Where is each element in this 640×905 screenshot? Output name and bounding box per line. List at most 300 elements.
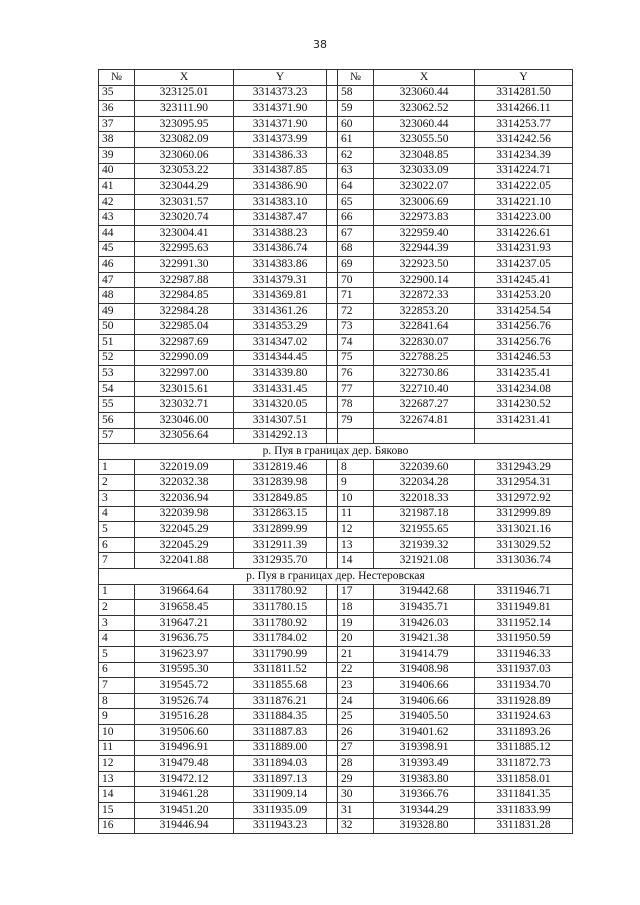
point-number: 26 xyxy=(338,724,374,740)
y-coordinate: 3314388.23 xyxy=(234,225,327,241)
table-row xyxy=(99,335,573,351)
point-number: 59 xyxy=(338,101,374,117)
point-number: 5 xyxy=(99,646,135,662)
gap-cell xyxy=(327,163,338,179)
gap-cell xyxy=(327,756,338,772)
x-coordinate: 323095.95 xyxy=(135,116,234,132)
x-coordinate: 323055.50 xyxy=(374,132,475,148)
section-title-row xyxy=(99,444,573,460)
table-row xyxy=(99,787,573,803)
y-coordinate: 3311937.03 xyxy=(475,662,573,678)
point-number: 48 xyxy=(99,288,135,304)
gap-cell xyxy=(327,210,338,226)
y-coordinate: 3314386.90 xyxy=(234,179,327,195)
y-coordinate: 3312819.46 xyxy=(234,459,327,475)
y-coordinate: 3311924.63 xyxy=(475,709,573,725)
x-coordinate: 322984.28 xyxy=(135,303,234,319)
x-coordinate: 322944.39 xyxy=(374,241,475,257)
table-row xyxy=(99,709,573,725)
point-number: 73 xyxy=(338,319,374,335)
y-coordinate: 3311928.89 xyxy=(475,693,573,709)
y-coordinate: 3314231.41 xyxy=(475,413,573,429)
x-coordinate: 322841.64 xyxy=(374,319,475,335)
y-coordinate: 3314353.29 xyxy=(234,319,327,335)
table-row xyxy=(99,319,573,335)
table-row xyxy=(99,724,573,740)
table-row xyxy=(99,225,573,241)
point-number: 7 xyxy=(99,553,135,569)
table-row xyxy=(99,257,573,273)
point-number: 47 xyxy=(99,272,135,288)
y-coordinate: 3312954.31 xyxy=(475,475,573,491)
gap-cell xyxy=(327,584,338,600)
point-number: 22 xyxy=(338,662,374,678)
x-coordinate: 322987.69 xyxy=(135,335,234,351)
point-number: 37 xyxy=(99,116,135,132)
x-coordinate: 319451.20 xyxy=(135,802,234,818)
point-number: 57 xyxy=(99,428,135,444)
gap-cell xyxy=(327,522,338,538)
table-row xyxy=(99,288,573,304)
y-coordinate: 3312849.85 xyxy=(234,491,327,507)
point-number: 1 xyxy=(99,459,135,475)
x-coordinate: 319595.30 xyxy=(135,662,234,678)
gap-cell xyxy=(327,241,338,257)
gap-cell xyxy=(327,350,338,366)
gap-cell xyxy=(327,475,338,491)
y-coordinate: 3311946.71 xyxy=(475,584,573,600)
y-coordinate: 3311833.99 xyxy=(475,802,573,818)
y-coordinate: 3311780.15 xyxy=(234,600,327,616)
point-number: 75 xyxy=(338,350,374,366)
point-number: 29 xyxy=(338,771,374,787)
y-coordinate: 3314383.10 xyxy=(234,194,327,210)
y-coordinate: 3311950.59 xyxy=(475,631,573,647)
gap-cell xyxy=(327,272,338,288)
y-coordinate: 3311858.01 xyxy=(475,771,573,787)
gap-cell xyxy=(327,771,338,787)
x-coordinate: 323004.41 xyxy=(135,225,234,241)
table-row xyxy=(99,413,573,429)
point-number: 24 xyxy=(338,693,374,709)
gap-cell xyxy=(327,662,338,678)
x-coordinate: 323006.69 xyxy=(374,194,475,210)
y-coordinate: 3314222.05 xyxy=(475,179,573,195)
gap-cell xyxy=(327,225,338,241)
point-number: 79 xyxy=(338,413,374,429)
header-number: № xyxy=(338,70,374,86)
point-number: 65 xyxy=(338,194,374,210)
y-coordinate: 3312863.15 xyxy=(234,506,327,522)
gap-cell xyxy=(327,428,338,444)
y-coordinate: 3314256.76 xyxy=(475,335,573,351)
x-coordinate: 319479.48 xyxy=(135,756,234,772)
table-row xyxy=(99,678,573,694)
point-number: 41 xyxy=(99,179,135,195)
table-row xyxy=(99,381,573,397)
point-number: 31 xyxy=(338,802,374,818)
point-number: 78 xyxy=(338,397,374,413)
section-title: р. Пуя в границах дер. Нестеровская xyxy=(99,569,573,585)
point-number: 49 xyxy=(99,303,135,319)
y-coordinate: 3314242.56 xyxy=(475,132,573,148)
x-coordinate: 319647.21 xyxy=(135,615,234,631)
table-row xyxy=(99,116,573,132)
y-coordinate: 3314253.77 xyxy=(475,116,573,132)
y-coordinate: 3312935.70 xyxy=(234,553,327,569)
point-number: 13 xyxy=(338,537,374,553)
point-number: 43 xyxy=(99,210,135,226)
y-coordinate: 3311855.68 xyxy=(234,678,327,694)
x-coordinate: 321955.65 xyxy=(374,522,475,538)
y-coordinate: 3314256.76 xyxy=(475,319,573,335)
point-number: 6 xyxy=(99,537,135,553)
point-number: 52 xyxy=(99,350,135,366)
point-number: 13 xyxy=(99,771,135,787)
point-number: 62 xyxy=(338,147,374,163)
point-number: 23 xyxy=(338,678,374,694)
point-number: 7 xyxy=(99,678,135,694)
y-coordinate: 3314281.50 xyxy=(475,85,573,101)
section-title: р. Пуя в границах дер. Бяково xyxy=(99,444,573,460)
x-coordinate: 322041.88 xyxy=(135,553,234,569)
x-coordinate: 319405.50 xyxy=(374,709,475,725)
point-number: 67 xyxy=(338,225,374,241)
y-coordinate: 3311872.73 xyxy=(475,756,573,772)
y-coordinate: 3314386.74 xyxy=(234,241,327,257)
point-number: 5 xyxy=(99,522,135,538)
x-coordinate: 319545.72 xyxy=(135,678,234,694)
point-number: 64 xyxy=(338,179,374,195)
x-coordinate: 319664.64 xyxy=(135,584,234,600)
x-coordinate: 322991.30 xyxy=(135,257,234,273)
gap-cell xyxy=(327,459,338,475)
x-coordinate: 322853.20 xyxy=(374,303,475,319)
y-coordinate: 3314373.99 xyxy=(234,132,327,148)
x-coordinate: 323046.00 xyxy=(135,413,234,429)
x-coordinate: 322788.25 xyxy=(374,350,475,366)
y-coordinate: 3314292.13 xyxy=(234,428,327,444)
x-coordinate: 322019.09 xyxy=(135,459,234,475)
point-number: 3 xyxy=(99,615,135,631)
point-number: 9 xyxy=(338,475,374,491)
point-number: 32 xyxy=(338,818,374,834)
gap-cell xyxy=(327,787,338,803)
point-number: 56 xyxy=(99,413,135,429)
point-number: 12 xyxy=(99,756,135,772)
y-coordinate: 3311949.81 xyxy=(475,600,573,616)
x-coordinate: 323020.74 xyxy=(135,210,234,226)
y-coordinate: 3311876.21 xyxy=(234,693,327,709)
table-row xyxy=(99,163,573,179)
y-coordinate: 3311841.35 xyxy=(475,787,573,803)
gap-cell xyxy=(327,101,338,117)
point-number: 8 xyxy=(338,459,374,475)
point-number: 71 xyxy=(338,288,374,304)
y-coordinate: 3311909.14 xyxy=(234,787,327,803)
table-row xyxy=(99,397,573,413)
table-row xyxy=(99,85,573,101)
gap-cell xyxy=(327,693,338,709)
page-number: 38 xyxy=(313,38,327,51)
header-x: X xyxy=(374,70,475,86)
gap-cell xyxy=(327,413,338,429)
gap-cell xyxy=(327,70,338,86)
point-number: 40 xyxy=(99,163,135,179)
x-coordinate: 322973.83 xyxy=(374,210,475,226)
point-number: 11 xyxy=(338,506,374,522)
x-coordinate: 322045.29 xyxy=(135,537,234,553)
point-number: 42 xyxy=(99,194,135,210)
gap-cell xyxy=(327,257,338,273)
y-coordinate: 3314226.61 xyxy=(475,225,573,241)
x-coordinate: 322045.29 xyxy=(135,522,234,538)
y-coordinate: 3313029.52 xyxy=(475,537,573,553)
table-row xyxy=(99,366,573,382)
x-coordinate: 322995.63 xyxy=(135,241,234,257)
point-number: 74 xyxy=(338,335,374,351)
x-coordinate: 322872.33 xyxy=(374,288,475,304)
table-row xyxy=(99,101,573,117)
y-coordinate: 3314307.51 xyxy=(234,413,327,429)
header-x: X xyxy=(135,70,234,86)
y-coordinate: 3312911.39 xyxy=(234,537,327,553)
y-coordinate: 3311780.92 xyxy=(234,584,327,600)
x-coordinate: 322039.98 xyxy=(135,506,234,522)
gap-cell xyxy=(327,179,338,195)
table-row xyxy=(99,210,573,226)
point-number: 16 xyxy=(99,818,135,834)
table-row xyxy=(99,631,573,647)
point-number: 44 xyxy=(99,225,135,241)
x-coordinate: 319383.80 xyxy=(374,771,475,787)
point-number: 3 xyxy=(99,491,135,507)
point-number: 1 xyxy=(99,584,135,600)
y-coordinate: 3314361.26 xyxy=(234,303,327,319)
point-number: 4 xyxy=(99,506,135,522)
x-coordinate: 322687.27 xyxy=(374,397,475,413)
gap-cell xyxy=(327,615,338,631)
x-coordinate: 319328.80 xyxy=(374,818,475,834)
x-coordinate: 319636.75 xyxy=(135,631,234,647)
gap-cell xyxy=(327,802,338,818)
x-coordinate: 323044.29 xyxy=(135,179,234,195)
x-coordinate: 319472.12 xyxy=(135,771,234,787)
y-coordinate: 3314331.45 xyxy=(234,381,327,397)
y-coordinate: 3311934.70 xyxy=(475,678,573,694)
x-coordinate: 322959.40 xyxy=(374,225,475,241)
x-coordinate: 321921.08 xyxy=(374,553,475,569)
y-coordinate: 3311935.09 xyxy=(234,802,327,818)
point-number: 38 xyxy=(99,132,135,148)
x-coordinate: 323022.07 xyxy=(374,179,475,195)
y-coordinate: 3311943.23 xyxy=(234,818,327,834)
point-number: 10 xyxy=(99,724,135,740)
point-number: 50 xyxy=(99,319,135,335)
gap-cell xyxy=(327,506,338,522)
point-number: 2 xyxy=(99,475,135,491)
y-coordinate: 3312999.89 xyxy=(475,506,573,522)
y-coordinate: 3314373.23 xyxy=(234,85,327,101)
gap-cell xyxy=(327,335,338,351)
x-coordinate xyxy=(374,428,475,444)
x-coordinate: 321939.32 xyxy=(374,537,475,553)
table-row xyxy=(99,522,573,538)
point-number: 55 xyxy=(99,397,135,413)
y-coordinate: 3311831.28 xyxy=(475,818,573,834)
table-row xyxy=(99,147,573,163)
x-coordinate: 322985.04 xyxy=(135,319,234,335)
table-row xyxy=(99,615,573,631)
table-row xyxy=(99,459,573,475)
table-row xyxy=(99,350,573,366)
x-coordinate: 319401.62 xyxy=(374,724,475,740)
x-coordinate: 322018.33 xyxy=(374,491,475,507)
y-coordinate: 3314347.02 xyxy=(234,335,327,351)
point-number: 18 xyxy=(338,600,374,616)
y-coordinate: 3314387.47 xyxy=(234,210,327,226)
gap-cell xyxy=(327,724,338,740)
y-coordinate: 3312839.98 xyxy=(234,475,327,491)
x-coordinate: 323031.57 xyxy=(135,194,234,210)
table-row xyxy=(99,241,573,257)
point-number: 8 xyxy=(99,693,135,709)
point-number: 66 xyxy=(338,210,374,226)
y-coordinate: 3314379.31 xyxy=(234,272,327,288)
y-coordinate: 3314224.71 xyxy=(475,163,573,179)
header-number: № xyxy=(99,70,135,86)
table-row xyxy=(99,553,573,569)
y-coordinate: 3314387.85 xyxy=(234,163,327,179)
x-coordinate: 319426.03 xyxy=(374,615,475,631)
point-number: 15 xyxy=(99,802,135,818)
x-coordinate: 319406.66 xyxy=(374,693,475,709)
gap-cell xyxy=(327,397,338,413)
table-row xyxy=(99,491,573,507)
point-number: 14 xyxy=(99,787,135,803)
y-coordinate: 3311811.52 xyxy=(234,662,327,678)
y-coordinate: 3312899.99 xyxy=(234,522,327,538)
x-coordinate: 319421.38 xyxy=(374,631,475,647)
table-row xyxy=(99,179,573,195)
y-coordinate: 3311780.92 xyxy=(234,615,327,631)
x-coordinate: 319442.68 xyxy=(374,584,475,600)
y-coordinate: 3314237.05 xyxy=(475,257,573,273)
table-header-row xyxy=(99,70,573,86)
x-coordinate: 322032.38 xyxy=(135,475,234,491)
point-number: 60 xyxy=(338,116,374,132)
y-coordinate: 3311889.00 xyxy=(234,740,327,756)
point-number: 63 xyxy=(338,163,374,179)
y-coordinate: 3314371.90 xyxy=(234,101,327,117)
point-number: 69 xyxy=(338,257,374,273)
y-coordinate: 3314234.08 xyxy=(475,381,573,397)
point-number: 54 xyxy=(99,381,135,397)
gap-cell xyxy=(327,303,338,319)
point-number: 17 xyxy=(338,584,374,600)
point-number: 10 xyxy=(338,491,374,507)
x-coordinate: 319393.49 xyxy=(374,756,475,772)
coordinates-table xyxy=(98,69,573,834)
point-number: 45 xyxy=(99,241,135,257)
table-row xyxy=(99,646,573,662)
gap-cell xyxy=(327,818,338,834)
x-coordinate: 323056.64 xyxy=(135,428,234,444)
table-row xyxy=(99,537,573,553)
gap-cell xyxy=(327,366,338,382)
y-coordinate: 3314223.00 xyxy=(475,210,573,226)
point-number: 4 xyxy=(99,631,135,647)
y-coordinate: 3312943.29 xyxy=(475,459,573,475)
y-coordinate: 3311897.13 xyxy=(234,771,327,787)
point-number: 19 xyxy=(338,615,374,631)
table-row xyxy=(99,756,573,772)
point-number: 61 xyxy=(338,132,374,148)
x-coordinate: 322674.81 xyxy=(374,413,475,429)
point-number: 11 xyxy=(99,740,135,756)
x-coordinate: 323125.01 xyxy=(135,85,234,101)
gap-cell xyxy=(327,194,338,210)
y-coordinate: 3312972.92 xyxy=(475,491,573,507)
y-coordinate: 3314386.33 xyxy=(234,147,327,163)
header-y: Y xyxy=(475,70,573,86)
y-coordinate: 3314253.20 xyxy=(475,288,573,304)
y-coordinate: 3311887.83 xyxy=(234,724,327,740)
x-coordinate: 322039.60 xyxy=(374,459,475,475)
point-number: 14 xyxy=(338,553,374,569)
gap-cell xyxy=(327,288,338,304)
y-coordinate: 3311884.35 xyxy=(234,709,327,725)
y-coordinate: 3314320.05 xyxy=(234,397,327,413)
x-coordinate: 319496.91 xyxy=(135,740,234,756)
gap-cell xyxy=(327,381,338,397)
table-row xyxy=(99,272,573,288)
y-coordinate: 3314266.11 xyxy=(475,101,573,117)
y-coordinate: 3314221.10 xyxy=(475,194,573,210)
point-number: 27 xyxy=(338,740,374,756)
x-coordinate: 319658.45 xyxy=(135,600,234,616)
y-coordinate: 3314245.41 xyxy=(475,272,573,288)
x-coordinate: 322984.85 xyxy=(135,288,234,304)
point-number: 2 xyxy=(99,600,135,616)
table-row xyxy=(99,802,573,818)
table-row xyxy=(99,428,573,444)
point-number: 9 xyxy=(99,709,135,725)
x-coordinate: 323062.52 xyxy=(374,101,475,117)
table-row xyxy=(99,584,573,600)
table-row xyxy=(99,303,573,319)
y-coordinate: 3314235.41 xyxy=(475,366,573,382)
point-number: 20 xyxy=(338,631,374,647)
x-coordinate: 322830.07 xyxy=(374,335,475,351)
point-number xyxy=(338,428,374,444)
gap-cell xyxy=(327,678,338,694)
gap-cell xyxy=(327,600,338,616)
table-row xyxy=(99,771,573,787)
table-row xyxy=(99,600,573,616)
x-coordinate: 323015.61 xyxy=(135,381,234,397)
gap-cell xyxy=(327,537,338,553)
x-coordinate: 322036.94 xyxy=(135,491,234,507)
x-coordinate: 319446.94 xyxy=(135,818,234,834)
x-coordinate: 322034.28 xyxy=(374,475,475,491)
x-coordinate: 323082.09 xyxy=(135,132,234,148)
table-row xyxy=(99,132,573,148)
y-coordinate xyxy=(475,428,573,444)
gap-cell xyxy=(327,319,338,335)
y-coordinate: 3311946.33 xyxy=(475,646,573,662)
table-row xyxy=(99,662,573,678)
